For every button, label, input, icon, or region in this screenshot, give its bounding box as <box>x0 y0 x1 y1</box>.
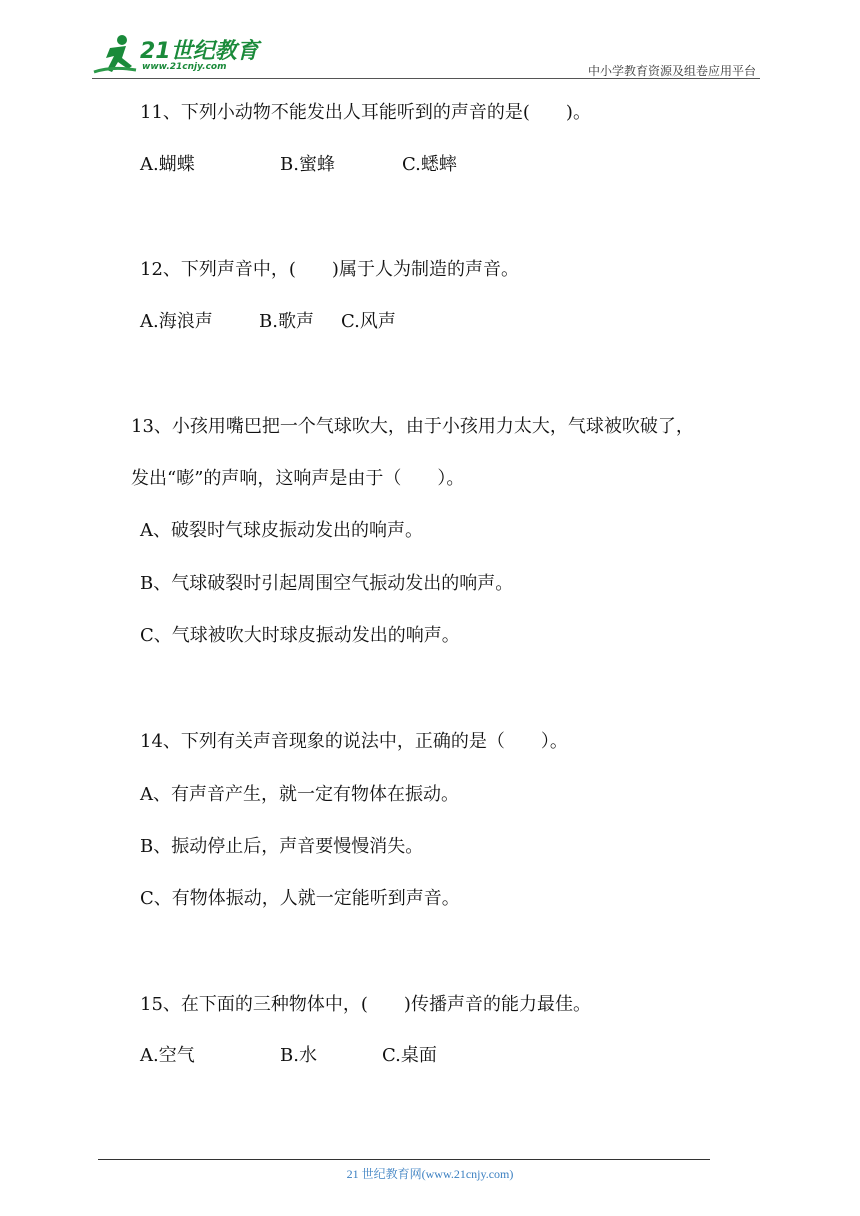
question-14-option-a: A、有声音产生，就一定有物体在振动。 <box>140 784 459 805</box>
page-header <box>92 30 760 80</box>
question-15-option-c: C.桌面 <box>382 1045 437 1066</box>
question-12-option-b: B.歌声 <box>259 311 314 332</box>
question-12-stem: 12、下列声音中，( )属于人为制造的声音。 <box>140 259 519 280</box>
question-15-stem: 15、在下面的三种物体中，( )传播声音的能力最佳。 <box>140 994 591 1015</box>
question-12-option-a: A.海浪声 <box>140 311 213 332</box>
question-11-option-a: A.蝴蝶 <box>140 154 195 175</box>
logo-wordmark: 21世纪教育 <box>140 39 259 64</box>
question-13-stem-line-1: 13、小孩用嘴巴把一个气球吹大，由于小孩用力太大，气球被吹破了， <box>131 416 694 437</box>
logo-url: www.21cnjy.com <box>142 62 227 72</box>
question-15-option-b: B.水 <box>280 1045 317 1066</box>
question-14-option-b: B、振动停止后，声音要慢慢消失。 <box>140 836 424 857</box>
question-11-option-b: B.蜜蜂 <box>280 154 335 175</box>
question-14-option-c: C、有物体振动，人就一定能听到声音。 <box>140 888 460 909</box>
footer-divider <box>98 1159 710 1160</box>
question-11-stem: 11、下列小动物不能发出人耳能听到的声音的是( )。 <box>140 102 591 123</box>
question-15-option-a: A.空气 <box>140 1045 195 1066</box>
question-13-option-a: A、破裂时气球皮振动发出的响声。 <box>140 520 423 541</box>
question-12-option-c: C.风声 <box>341 311 396 332</box>
question-13-stem-line-2: 发出“嘭”的声响，这响声是由于（ ）。 <box>131 468 465 489</box>
site-logo <box>92 32 262 76</box>
question-13-option-b: B、气球破裂时引起周围空气振动发出的响声。 <box>140 573 514 594</box>
header-divider <box>92 78 760 79</box>
question-13-option-c: C、气球被吹大时球皮振动发出的响声。 <box>140 625 460 646</box>
header-tagline: 中小学教育资源及组卷应用平台 <box>587 64 756 78</box>
question-14-stem: 14、下列有关声音现象的说法中，正确的是（ ）。 <box>140 731 568 752</box>
question-11-option-c: C.蟋蟀 <box>402 154 457 175</box>
runner-logo-icon <box>92 32 140 76</box>
page-footer: 21 世纪教育网(www.21cnjy.com) <box>346 1167 514 1181</box>
